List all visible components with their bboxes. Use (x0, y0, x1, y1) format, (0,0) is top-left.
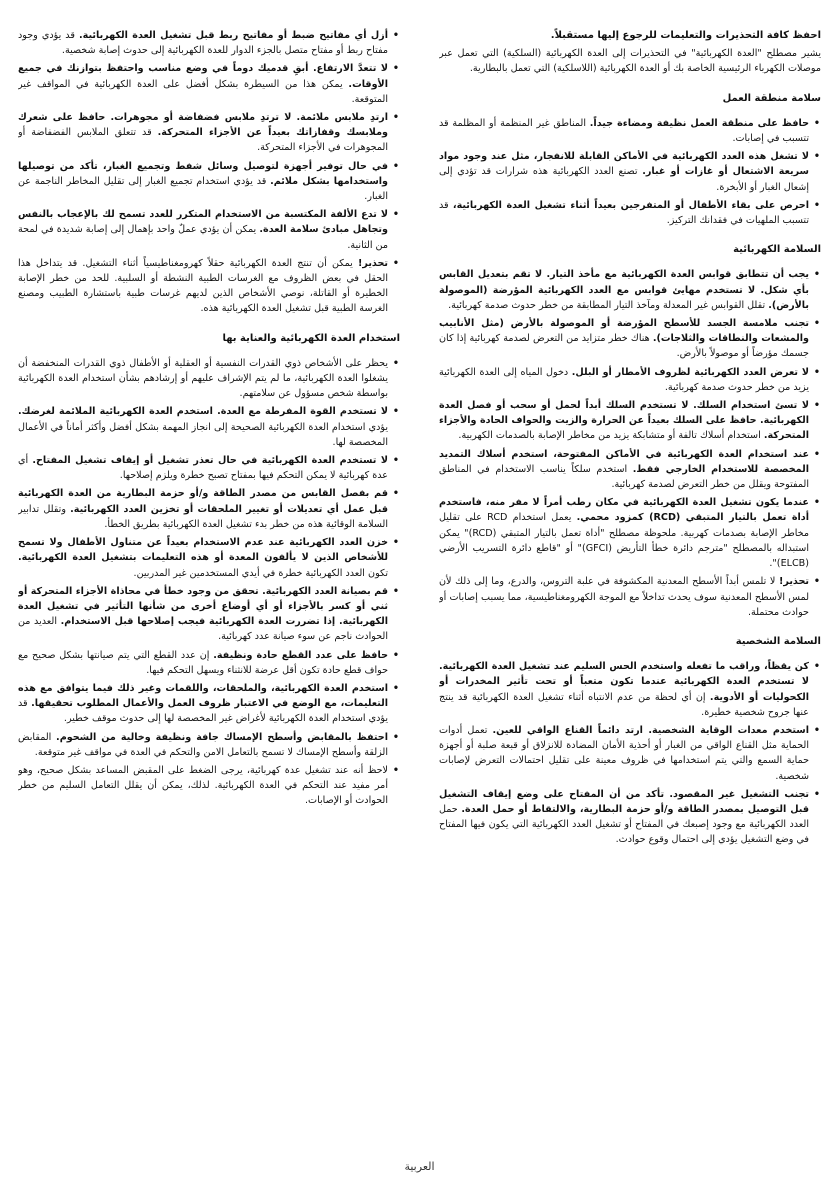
list-item (18, 730, 400, 760)
list-item (439, 316, 821, 362)
list-item (18, 207, 400, 253)
section-heading-use-care: استخدام العدة الكهربائية والعناية بها (222, 332, 400, 344)
personal-continued-list (18, 28, 400, 317)
list-item (439, 574, 821, 620)
list-item (439, 787, 821, 848)
intro-heading: احفظ كافة التحذيرات والتعليمات للرجوع إليها مستقبلاً. (550, 30, 821, 41)
list-item (439, 365, 821, 395)
item-bold: لا تستخدم القوة المفرطة مع العدة. استخدم العدة الكهربائية الملائمة لغرضك. (18, 406, 388, 418)
item-text: حمل العدد الكهربائية مع وجود إصبعك في المفتاح أو تشغيل العدد الكهربائية التي يكون فيها المفتاح في وضع التشغيل يؤدي إلى احتمال وقوع حوادث. (439, 803, 809, 846)
item-text: إن أي لحظة من عدم الانتباه أثناء تشغيل العدة الكهربائية قد ينتج عنها جروح شخصية خطيرة. (439, 691, 809, 718)
left-column (18, 28, 400, 1148)
electrical-list (439, 267, 821, 619)
item-bold: استخدم معدات الوقاية الشخصية. ارتد دائماً القناع الواقي للعين. (492, 724, 809, 736)
item-text: يمكن أن يؤدي عملٌ واحد بإهمال إلى إصابة شديدة في لمحة من الثانية. (18, 224, 388, 251)
item-text: استخدم سلكاً يناسب الاستخدام في المناطق المفتوحة ويقلل من خطر التعرض لصدمة كهربائية. (439, 463, 809, 491)
item-bold: عندما يكون تشغيل العدة الكهربائية في مكان رطب أمراً لا مفر منه، فاستخدم أداة تعمل بالتيار المتبقي (RCD) كمزود محمي. (439, 497, 809, 524)
item-text: يعمل استخدام RCD على تقليل مخاطر الإصابة بصدمات كهربية. ملحوظة مصطلح "أداة تعمل بالتيار المتبقي (RCD)" يمكن استبداله بالمصطلح "مترجم دائرة خطأ التأريض (GFCI)" أو "قاطع دائرة التسريب الأرضي (ELCB)". (439, 512, 809, 570)
list-item (18, 110, 400, 156)
item-text: تكون العدد الكهربائية خطرة في أيدي المستخدمين غير المدربين. (133, 567, 388, 579)
list-item (18, 763, 400, 809)
item-text: المناطق غير المنظمة أو المظلمة قد تتسبب في إصابات. (439, 117, 809, 145)
use-care-list (18, 356, 400, 809)
item-text: تقلل القوابس غير المعدلة ومآخذ التيار المطابقة من خطر حدوث صدمة كهربائية. (448, 299, 769, 311)
item-text: قد تتسبب الملهيات في فقدانك التركيز. (439, 199, 809, 227)
item-bold: قم بفصل القابس من مصدر الطاقة و/أو حزمة البطارية من العدة الكهربائية قبل عمل أي تعديلات أو تغيير الملحقات أو تخزين العدد الكهربائية. (18, 488, 388, 515)
item-bold: لا تتعدَّ الارتفاع. أبقِ قدميك دوماً في وضع مناسب واحتفظ بتوازنك في جميع الأوقات. (18, 63, 388, 90)
list-item (18, 159, 400, 205)
item-text: تصنع العدد الكهربائية هذه شرارات قد تؤدي إلى إشعال الغبار أو الأبخرة. (439, 166, 809, 193)
right-column (439, 28, 821, 1148)
item-bold: تحذير! (778, 576, 809, 588)
item-text: استخدام أسلاك تالفة أو متشابكة يزيد من مخاطر الإصابة بالصدمات الكهربية. (458, 430, 764, 442)
item-text: قد يؤدي استخدام العدة الكهربائية لأغراض غير المخصصة لها إلى حدوث موقف خطير. (18, 698, 388, 725)
item-bold: كن يقظاً، وراقب ما تفعله واستخدم الحس السليم عند تشغيل العدة الكهربائية. لا تستخدم العدة الكهربائية عندما تكون متعباً أو تحت تأثير المخدرات أو الكحوليات أو الأدوية. (439, 661, 809, 703)
item-text: لا تلمس أبداً الأسطح المعدنية المكشوفة في علبة التروس، والدرع، وما إلى ذلك لأن لمس الأسطح المعدنية سوف يحدث تداخلاً مع الموجة الكهرومغناطيسية، مما يسبب إصابات أو حوادث محتملة. (439, 576, 809, 618)
item-text: قد تتعلق الملابس الفضفاضة أو المجوهرات في الأجزاء المتحركة. (18, 127, 388, 154)
item-bold: تجنب التشغيل غير المقصود. تأكد من أن المفتاح على وضع إيقاف التشغيل قبل التوصيل بمصدر الطاقة و/أو حزمة البطارية، والالتقاط أو حمل العدة. (439, 788, 809, 815)
list-item (18, 648, 400, 678)
list-item (18, 584, 400, 645)
item-text: دخول المياه إلى العدة الكهربائية يزيد من خطر حدوث صدمة كهربائية. (439, 366, 809, 393)
item-text: قد يؤدي وجود مفتاح ربط أو مفتاح متصل بالجزء الدوار للعدة الكهربائية إلى حدوث إصابة شخصية. (18, 30, 388, 57)
item-bold: حافظ على عدد القطع حادة ونظيفة. (213, 649, 388, 661)
item-bold: تجنب ملامسة الجسد للأسطح المؤرضة أو الموصولة بالأرض (مثل الأنابيب والمشعات والنطاقات والثلاجات). (439, 318, 809, 345)
list-item (18, 535, 400, 581)
item-text: تعمل أدوات الحماية مثل القناع الواقي من الغبار أو أحذية الأمان المضادة للانزلاق أو قبعة صلبة أو أجهزة حماية السمع والتي يتم استخدامها في ظروف معينة على تقليل احتمالات التعرض لإصابات شخصية. (439, 724, 809, 782)
item-bold: لا تعرض العدد الكهربائية لظروف الأمطار أو البلل. (571, 366, 809, 378)
list-item (439, 659, 821, 720)
list-item (439, 149, 821, 195)
list-item (439, 447, 821, 493)
list-item (439, 723, 821, 784)
section-heading-work-area: سلامة منطقة العمل (722, 92, 821, 104)
item-bold: لا تشغل هذه العدد الكهربائية في الأماكن القابلة للانفجار، مثل عند وجود مواد سريعة الاشتعال أو غازات أو غبار. (439, 151, 809, 178)
item-text: يحظر على الأشخاص ذوي القدرات النفسية أو العقلية أو الأطفال ذوي القدرات المنخفضة أن يشغلوا العدة الكهربائية، ما لم يتم الإشراف عليهم أو إرشادهم بشأن استخدام العدة الكهربائية بواسطة شخص مسؤول عن سلامتهم. (18, 357, 388, 400)
list-item (18, 28, 400, 58)
item-text: المقابض الزلقة وأسطح الإمساك لا تسمح بالتعامل الامن والتحكم في العدة في مواقف غير متوقعة. (18, 731, 388, 758)
page-footer-language: العربية (404, 1160, 435, 1173)
list-item (18, 681, 400, 727)
item-bold: احرص على بقاء الأطفال أو المتفرجين بعيداً أثناء تشغيل العدة الكهربائية، (452, 199, 809, 211)
personal-list (439, 659, 821, 847)
item-bold: في حال توفير أجهزة لتوصيل وسائل شفط وتجميع الغبار، تأكد من توصيلها واستخدامها بشكل ملائم. (18, 160, 389, 187)
item-bold: استخدم العدة الكهربائية، والملحقات، واللقمات وغير ذلك فيما يتوافق مع هذه التعليمات، مع الوضع في الاعتبار ظروف العمل والأعمال المطلوب تحقيقها. (18, 682, 389, 710)
item-text: إن عدد القطع التي يتم صيانتها بشكل صحيح مع حواف قطع حادة تكون أقل عرضة للانثناء ويسهل التحكم فيها. (18, 649, 388, 676)
list-item (18, 256, 400, 317)
item-bold: ارتدِ ملابس ملائمة. لا ترتدِ ملابس فضفاضة أو مجوهرات. حافظ على شعرك وملابسك وقفازاتك بعيداً عن الأجزاء المتحركة. (18, 112, 388, 139)
item-bold: تحذير! (357, 257, 388, 269)
item-bold: حافظ على منطقة العمل نظيفة ومضاءة جيداً. (589, 117, 809, 129)
item-bold: احتفظ بالمقابض وأسطح الإمساك جافة ونظيفة وخالية من الشحوم. (56, 731, 388, 743)
item-text: لاحظ أنه عند تشغيل عدة كهربائية، يرجى الضغط على المقبض المساعد بشكل صحيح، وهو أمر مفيد عند التحكم في العدة الكهربائية. لذلك، يمكن أن يقلل التعامل السليم من خطر الحوادث أو الإصابات. (18, 764, 388, 807)
item-text: وتقلل تدابير السلامة الوقائية هذه من خطر بدء تشغيل العدة الكهربائية بطريق الخطأ. (18, 503, 388, 530)
item-bold: يجب أن تتطابق قوابس العدة الكهربائية مع مأخذ التيار. لا تقم بتعديل القابس بأي شكل. لا تستخدم مهايئ قوابس مع العدد الكهربائية المؤرضة (الموصولة بالأرض). (439, 269, 809, 311)
list-item (18, 61, 400, 107)
item-text: هناك خطر متزايد من التعرض لصدمة كهربائية إذا كان جسمك مؤرضاً أو موصولاً بالأرض. (439, 333, 809, 360)
list-item (439, 116, 821, 146)
work-area-list (439, 116, 821, 228)
list-item (439, 398, 821, 444)
item-bold: لا تسئ استخدام السلك. لا تستخدم السلك أبداً لحمل أو سحب أو فصل العدة الكهربائية. حافظ على السلك بعيداً عن الحرارة والزيت والحواف الحادة والأجزاء المتحركة. (439, 400, 809, 442)
item-text: يمكن هذا من السيطرة بشكل أفضل على العدة الكهربائية في المواقف غير المتوقعة. (18, 78, 388, 105)
item-text: يؤدي استخدام العدة الكهربائية الصحيحة إلى انجاز المهمة بشكل أفضل وأكثر أماناً في الأعمال المخصصة لها. (18, 421, 388, 448)
item-bold: لا تدع الألفة المكتسبة من الاستخدام المتكرر للعدد تسمح لك بالإعجاب بالنفس وتجاهل مبادئ سلامة العدة. (18, 209, 388, 236)
list-item (439, 267, 821, 313)
list-item (18, 486, 400, 532)
item-bold: خزن العدد الكهربائية عند عدم الاستخدام بعيداً عن متناول الأطفال ولا تسمح للأشخاص الذين لا يألفون المعدة أو هذه التعليمات بتشغيل العدة الكهربائية. (18, 537, 388, 564)
list-item (18, 404, 400, 450)
list-item (18, 356, 400, 402)
item-text: أي عدة كهربائية لا يمكن التحكم فيها بمفتاح تصبح خطرة ويلزم إصلاحها. (18, 455, 388, 482)
section-heading-personal: السلامة الشخصية (735, 635, 821, 647)
item-text: قد يؤدي استخدام تجميع الغبار إلى تقليل المخاطر الناجمة عن الغبار. (18, 175, 388, 203)
list-item (439, 198, 821, 228)
list-item (439, 495, 821, 571)
section-heading-electrical: السلامة الكهربائية (733, 244, 821, 256)
intro-text: يشير مصطلح "العدة الكهربائية" في التحذيرات إلى العدة الكهربائية (السلكية) التي تعمل عبر موصلات الكهرباء الرئيسية الخاصة بك أو العدة الكهربائية (اللاسلكية) التي تعمل بالبطارية. (439, 48, 821, 75)
item-bold: عند استخدام العدة الكهربائية في الأماكن المفتوحة، استخدم أسلاك التمديد المخصصة للاستخدام الخارجي فقط. (439, 448, 809, 475)
list-item (18, 453, 400, 483)
item-bold: قم بصيانة العدد الكهربائية. تحقق من وجود خطأ في محاذاة الأجزاء المتحركة أو ثني أو كسر بالأجزاء أو أي أوضاع أخرى من شأنها التأثير في تشغيل العدة الكهربائية. إذا تضررت العدة الكهربائية فيجب إصلاحها قبل الاستخدام. (18, 585, 388, 628)
item-bold: أزل أي مفاتيح ضبط أو مفاتيح ربط قبل تشغيل العدة الكهربائية. (78, 30, 388, 41)
item-text: العديد من الحوادث ناجم عن سوء صيانة عدد كهربائية. (18, 616, 388, 643)
item-text: يمكن أن تنتج العدة الكهربائية حقلاً كهرومغناطيسياً أثناء التشغيل. قد يتداخل هذا الحقل في بعض الظروف مع الغرسات الطبية النشطة أو السلبية. للحد من خطر الإصابة الخطيرة أو القاتلة، نوصي الأشخاص الذين لديهم غرسات طبية باستشارة الطبيب ومصنع الغرسة الطبية قبل تشغيل العدة الكهربائية هذه. (18, 257, 388, 315)
item-bold: لا تستخدم العدة الكهربائية في حال تعذر تشغيل أو إيقاف تشغيل المفتاح. (32, 455, 388, 467)
